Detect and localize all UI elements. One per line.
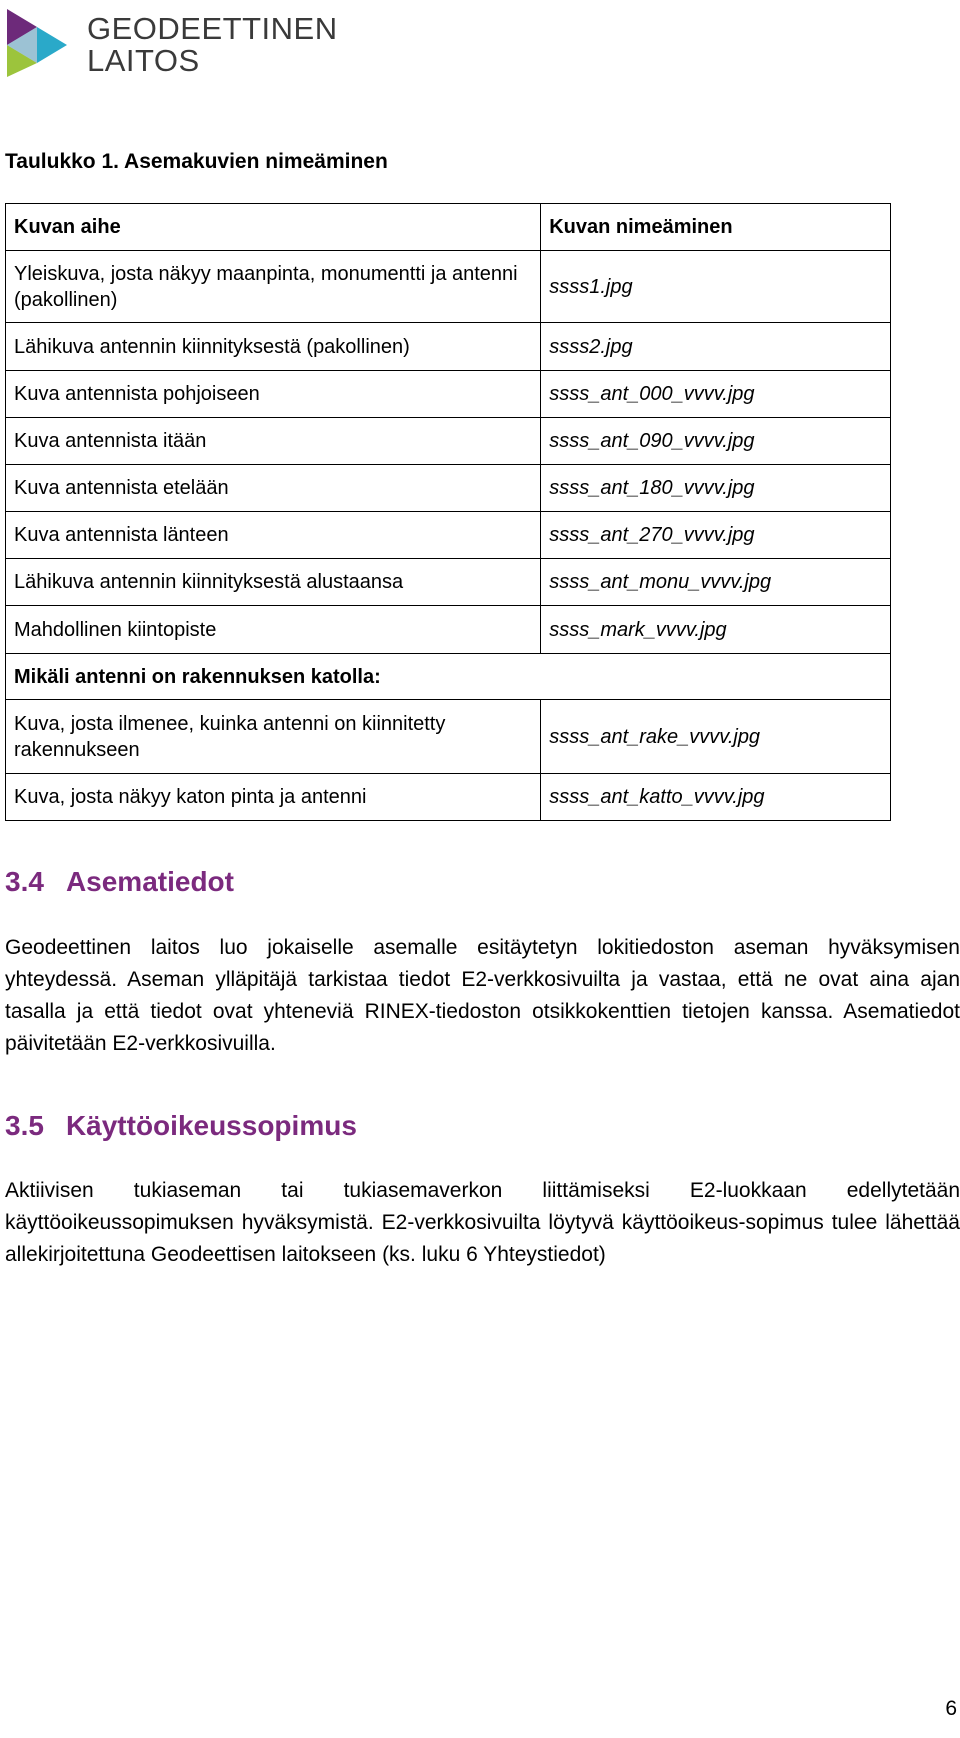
section-heading-3-5 xyxy=(5,1110,357,1142)
table-subheader: Mikäli antenni on rakennuksen katolla: xyxy=(6,654,891,700)
header-subject: Kuvan aihe xyxy=(6,204,541,251)
table-row xyxy=(6,371,891,418)
row-filename: ssss_ant_katto_vvvv.jpg xyxy=(541,774,891,821)
row-filename: ssss_ant_180_vvvv.jpg xyxy=(541,465,891,512)
table-row xyxy=(6,251,891,323)
table-row xyxy=(6,418,891,465)
row-filename: ssss_ant_rake_vvvv.jpg xyxy=(541,700,891,774)
logo xyxy=(5,5,338,80)
table-row xyxy=(6,323,891,371)
section-paragraph: Geodeettinen laitos luo jokaiselle asemalle esitäytetyn lokitiedoston aseman hyväksymisen yhteydessä. Aseman ylläpitäjä tarkistaa tiedot E2-verkkosivuilta ja vastaa, että ne ovat aina ajan tasalla ja että tiedot ovat yhteneviä RINEX-tiedoston otsikkokenttien tietojen kanssa. Asematiedot päivitetään E2-verkkosivuilla. xyxy=(5,936,960,1055)
row-filename: ssss2.jpg xyxy=(541,323,891,371)
row-subject: Lähikuva antennin kiinnityksestä alustaansa xyxy=(6,559,541,606)
section-title: Käyttöoikeussopimus xyxy=(65,1110,357,1141)
section-number: 3.5 xyxy=(5,1110,44,1141)
row-subject: Kuva antennista itään xyxy=(6,418,541,465)
logo-mark-icon xyxy=(5,5,75,77)
table-row xyxy=(6,606,891,654)
table-caption: Taulukko 1. Asemakuvien nimeäminen xyxy=(5,150,388,173)
section-heading-3-4 xyxy=(5,866,234,898)
row-subject: Yleiskuva, josta näkyy maanpinta, monumentti ja antenni (pakollinen) xyxy=(6,251,541,323)
logo-text xyxy=(87,13,338,77)
table-row xyxy=(6,512,891,559)
table-row xyxy=(6,465,891,512)
table-subheader-row xyxy=(6,654,891,700)
row-filename: ssss1.jpg xyxy=(541,251,891,323)
table-header-row xyxy=(6,204,891,251)
image-naming-table xyxy=(5,203,891,821)
section-title: Asematiedot xyxy=(65,866,234,897)
section-number: 3.4 xyxy=(5,866,44,897)
section-paragraph: Aktiivisen tukiaseman tai tukiasemaverkon liittämiseksi E2-luokkaan edellytetään käyttöoikeussopimuksen hyväksymistä. E2-verkkosivuilta löytyvä käyttöoikeus-sopimus tulee lähettää allekirjoitettuna Geodeettisen laitokseen (ks. luku 6 Yhteystiedot) xyxy=(5,1179,960,1266)
row-subject: Kuva antennista etelään xyxy=(6,465,541,512)
logo-line2: LAITOS xyxy=(87,43,200,78)
table-row xyxy=(6,774,891,821)
row-filename: ssss_ant_090_vvvv.jpg xyxy=(541,418,891,465)
row-subject: Kuva antennista länteen xyxy=(6,512,541,559)
row-subject: Kuva, josta näkyy katon pinta ja antenni xyxy=(6,774,541,821)
row-filename: ssss_ant_270_vvvv.jpg xyxy=(541,512,891,559)
table-row xyxy=(6,559,891,606)
row-subject: Mahdollinen kiintopiste xyxy=(6,606,541,654)
header-naming: Kuvan nimeäminen xyxy=(541,204,891,251)
row-filename: ssss_ant_monu_vvvv.jpg xyxy=(541,559,891,606)
table-row xyxy=(6,700,891,774)
row-subject: Kuva antennista pohjoiseen xyxy=(6,371,541,418)
row-filename: ssss_mark_vvvv.jpg xyxy=(541,606,891,654)
logo-line1: GEODEETTINEN xyxy=(87,11,338,46)
row-filename: ssss_ant_000_vvvv.jpg xyxy=(541,371,891,418)
page-number: 6 xyxy=(945,1697,957,1720)
row-subject: Lähikuva antennin kiinnityksestä (pakollinen) xyxy=(6,323,541,371)
row-subject: Kuva, josta ilmenee, kuinka antenni on kiinnitetty rakennukseen xyxy=(6,700,541,774)
